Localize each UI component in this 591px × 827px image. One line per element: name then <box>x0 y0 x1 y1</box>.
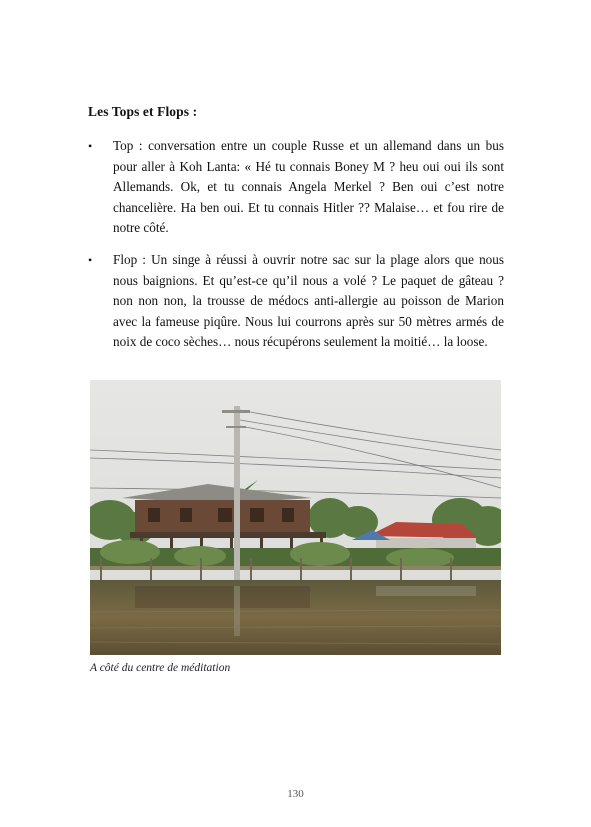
bullet-icon: • <box>88 252 93 267</box>
bullet-icon: • <box>88 139 93 153</box>
list-item-flop <box>88 250 504 353</box>
list-item-text: Top : conversation entre un couple Russe et un allemand dans un bus pour aller à Koh Lanta: « Hé tu connais Boney M ? heu oui oui ils sont Allemands. Ok, et tu connais Angela Merkel ? Ben oui c’est notre chancelière. Ha ben oui. Et tu connais Hitler ?? Malaise… et fou rire de notre côté. <box>113 138 504 236</box>
photo-illustration <box>90 380 501 655</box>
list-item-text: Flop : Un singe à réussi à ouvrir notre sac sur la plage alors que nous nous baignions. Et qu’est-ce qu’il nous a volé ? Le paquet de gâteau ? non non non, la trousse de médocs anti-allergie au poisson de Marion avec la fameuse piqûre. Nous lui courrons après sur 50 mètres armés de noix de coco sèches… nous récupérons seulement la moitié… la loose. <box>113 251 504 350</box>
photo-caption: A côté du centre de méditation <box>90 662 231 674</box>
photo-stilt-house-canal <box>90 380 501 655</box>
page-number: 130 <box>287 788 304 800</box>
list-item-top <box>88 136 504 239</box>
section-heading: Les Tops et Flops : <box>88 104 198 119</box>
tops-flops-list <box>88 136 504 364</box>
